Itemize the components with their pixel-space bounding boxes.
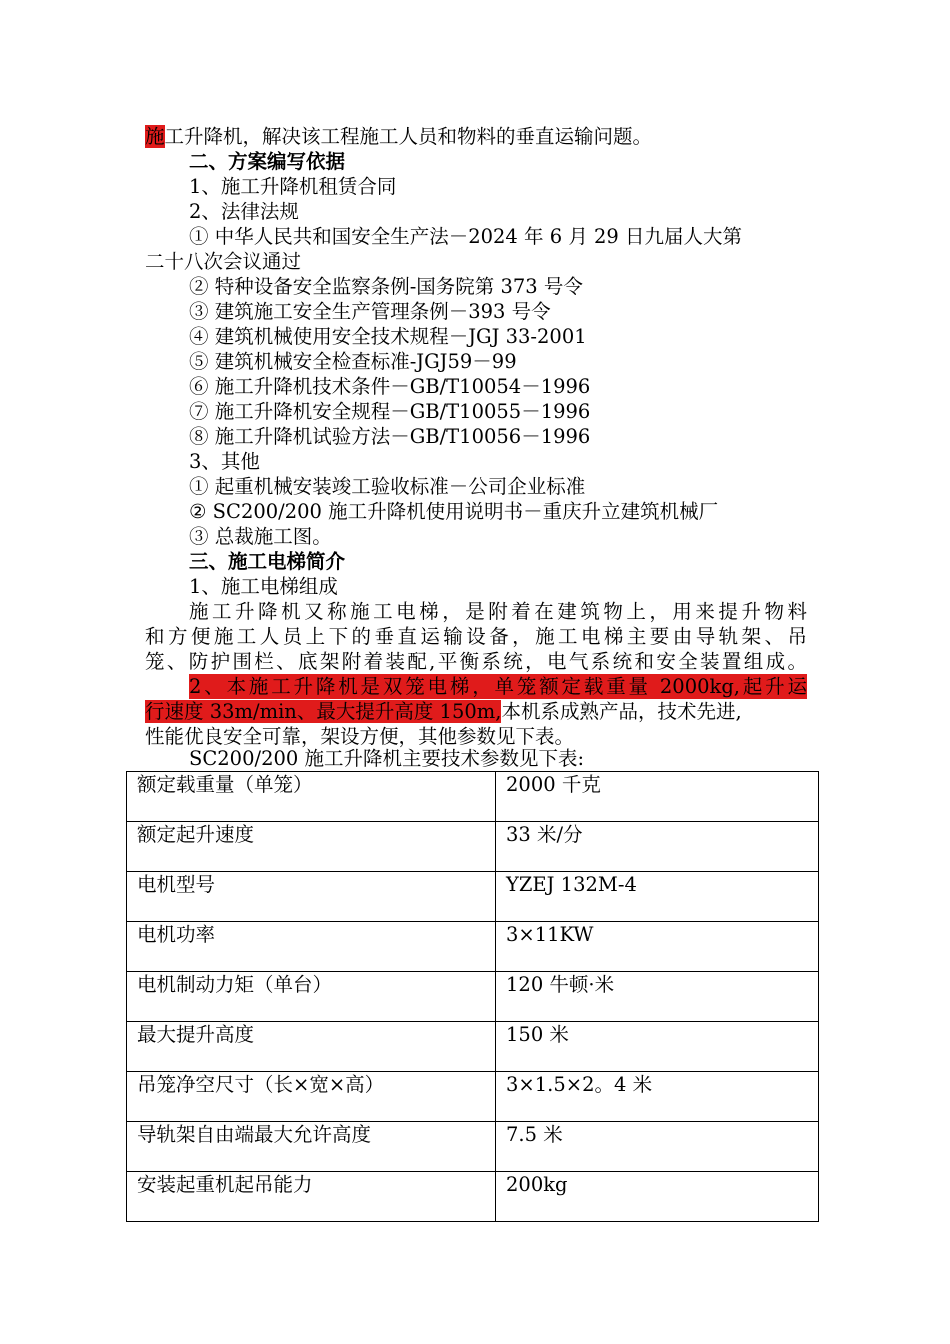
list-item: ③ 建筑施工安全生产管理条例－393 号令 (189, 300, 551, 323)
param-value-cell: 200kg (496, 1172, 819, 1222)
param-value-cell: YZEJ 132M-4 (496, 872, 819, 922)
table-row (127, 972, 819, 1022)
param-name-cell: 电机功率 (127, 922, 496, 972)
highlighted-text: 行速度 33m/min、最大提升高度 150m, (145, 700, 502, 723)
table-row (127, 922, 819, 972)
highlighted-text: 施 (145, 125, 165, 148)
list-item: ① 起重机械安装竣工验收标准－公司企业标准 (189, 475, 586, 498)
param-name-cell: 电机型号 (127, 872, 496, 922)
text-run: 工升降机，解决该工程施工人员和物料的垂直运输问题。 (164, 125, 653, 148)
list-item: ③ 总裁施工图。 (189, 525, 332, 548)
list-item: 3、其他 (189, 450, 260, 473)
subheading: 1、施工电梯组成 (189, 575, 338, 598)
param-name-cell: 最大提升高度 (127, 1022, 496, 1072)
list-item: 1、施工升降机租赁合同 (189, 175, 397, 198)
list-item-continuation: 二十八次会议通过 (145, 250, 302, 273)
table-row (127, 872, 819, 922)
param-name-cell: 额定起升速度 (127, 822, 496, 872)
spec-table-body (127, 772, 819, 1222)
param-value-cell: 3×11KW (496, 922, 819, 972)
param-value-cell: 3×1.5×2。4 米 (496, 1072, 819, 1122)
section-heading-intro: 三、施工电梯简介 (189, 550, 346, 573)
param-value-cell: 150 米 (496, 1022, 819, 1072)
paragraph-line: 和方便施工人员上下的垂直运输设备，施工电梯主要由导轨架、吊 (145, 625, 807, 648)
param-value-cell: 33 米/分 (496, 822, 819, 872)
param-name-cell: 额定载重量（单笼） (127, 772, 496, 822)
table-row (127, 1172, 819, 1222)
list-item: ⑥ 施工升降机技术条件－GB/T10054－1996 (189, 375, 591, 398)
list-item: ⑦ 施工升降机安全规程－GB/T10055－1996 (189, 400, 591, 423)
list-item: ④ 建筑机械使用安全技术规程－JGJ 33-2001 (189, 325, 587, 348)
list-item: ⑤ 建筑机械安全检查标准-JGJ59－99 (189, 350, 517, 373)
section-heading-basis: 二、方案编写依据 (189, 150, 346, 173)
param-name-cell: 电机制动力矩（单台） (127, 972, 496, 1022)
highlighted-paragraph-line: 2、本施工升降机是双笼电梯，单笼额定载重量 2000kg,起升运 (189, 675, 807, 698)
param-value-cell: 7.5 米 (496, 1122, 819, 1172)
text-run: 本机系成熟产品，技术先进, (501, 700, 742, 723)
spec-table (126, 771, 819, 1222)
list-item: ① 中华人民共和国安全生产法－2024 年 6 月 29 日九届人大第 (189, 225, 743, 248)
param-name-cell: 吊笼净空尺寸（长×宽×高） (127, 1072, 496, 1122)
table-row (127, 822, 819, 872)
paragraph-intro-end (145, 124, 807, 149)
table-row (127, 1072, 819, 1122)
list-item: ② SC200/200 施工升降机使用说明书－重庆升立建筑机械厂 (189, 500, 719, 523)
param-name-cell: 导轨架自由端最大允许高度 (127, 1122, 496, 1172)
param-value-cell: 2000 千克 (496, 772, 819, 822)
paragraph-line: 施工升降机又称施工电梯，是附着在建筑物上，用来提升物料 (189, 600, 807, 623)
table-row (127, 1122, 819, 1172)
list-item: ⑧ 施工升降机试验方法－GB/T10056－1996 (189, 425, 591, 448)
param-value-cell: 120 牛顿·米 (496, 972, 819, 1022)
list-item: ② 特种设备安全监察条例-国务院第 373 号令 (189, 275, 583, 298)
paragraph-line (145, 699, 807, 724)
table-row (127, 772, 819, 822)
paragraph-line: 笼、防护围栏、底架附着装配,平衡系统，电气系统和安全装置组成。 (145, 650, 807, 673)
table-caption: SC200/200 施工升降机主要技术参数见下表: (189, 747, 585, 770)
list-item: 2、法律法规 (189, 200, 299, 223)
table-row (127, 1022, 819, 1072)
param-name-cell: 安装起重机起吊能力 (127, 1172, 496, 1222)
paragraph-line: 性能优良安全可靠，架设方便，其他参数见下表。 (145, 725, 575, 748)
